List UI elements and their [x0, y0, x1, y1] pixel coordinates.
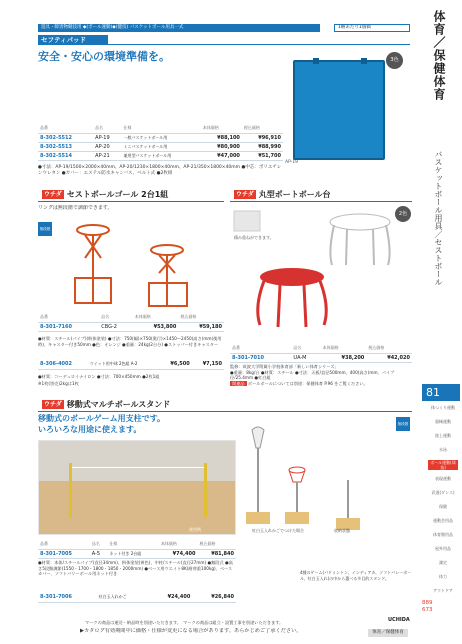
goal-option-note: ●材質：コーデュロイナイロン ●寸法：700×450mm ●2枚1組 — [38, 374, 160, 379]
round-table-notes — [230, 364, 412, 386]
sidebar-item[interactable]: アウトドア — [433, 588, 453, 593]
goal-note: ●材質：スチール(パイプ)(粉体塗装) ●寸法：750(幅)×750(奥行)×1450～2450(高さ)mm(使用時)、キャスター付き50mm ●色：オレンジ ●重量：24kg(2台分) ●ストッパー付きキャスター — [38, 336, 222, 347]
header-code: 品番 — [38, 124, 93, 133]
sidebar-item[interactable]: 保健 — [439, 504, 447, 509]
stepless-mark-icon: 無段階 — [396, 417, 410, 431]
round-table-note3-text: ボールボールについては別途：保健体育 P.96 をご覧ください。 — [247, 380, 368, 386]
header-tax: 税込価格 — [366, 344, 412, 353]
safety-pad-note: ●寸法：AP-19/1500×2000×40mm、AP-20/1230×1800×40mm、AP-21/350×1800×40mm ●中芯：ポリエチレンウレタン ●カバー：エステル防水キャンバス、ベルト式 ●2枚組 — [38, 165, 282, 176]
header-code: 品番 — [230, 344, 291, 353]
sidebar-item[interactable]: 武道(ダンス) — [431, 490, 455, 495]
header-tax: 税込価格 — [242, 124, 283, 133]
goal-table — [38, 313, 224, 332]
table-row — [230, 353, 412, 362]
sidebar-item[interactable]: 水泳 — [439, 447, 447, 452]
page-refs — [422, 600, 460, 614]
goal-desc: リングは無段階で調節できます。 — [38, 205, 113, 211]
breadcrumb-bar — [38, 24, 410, 33]
stand-option-table — [38, 593, 236, 603]
safety-pad-table — [38, 124, 283, 161]
table-row — [38, 549, 236, 558]
stand-desc — [38, 413, 165, 435]
cell-price: ¥24,400 — [149, 593, 193, 602]
header-price: 本体価格 — [201, 124, 242, 133]
image-caption: AP-19 — [285, 160, 299, 165]
goal-image — [55, 208, 220, 313]
table-row — [38, 360, 224, 369]
cell-name: A-5 — [90, 549, 108, 558]
stand-side-note: 4種のゲーム(バドミントン、インディアカ、ソフトバレーボール、紅白玉入れ)の中から選べる多目的スタンド。 — [300, 570, 412, 581]
round-table-note3 — [230, 381, 412, 387]
sidebar-item[interactable]: 器械運動 — [435, 419, 451, 424]
cell-name: UA-M — [291, 353, 320, 362]
table-row — [38, 593, 236, 602]
header-price: 本体価格 — [321, 344, 367, 353]
breadcrumb: 遊具・障害物競技用 ◆(ボール運動)◆(健技) パスケットボール用具一式 — [38, 24, 320, 32]
cell-price: ¥6,500 — [159, 360, 191, 369]
brand-logo-icon: ウチダ — [44, 401, 62, 408]
footer-line2: ▶カタログ有効期間中に価格・仕様が変更になる場合があります。あらかじめご了承ください。 — [80, 628, 302, 634]
uchida-logo: UCHIDA — [388, 617, 410, 623]
cell-name: ウイット用中球 2色組 A-2 — [88, 360, 159, 369]
round-table-title: 丸型ポートボール台 — [258, 190, 331, 199]
cell-tax: ¥59,180 — [178, 322, 224, 331]
header-price: 本体価格 — [133, 313, 179, 322]
pad-illustration — [293, 60, 385, 160]
cell-code: 8-301-7005 — [38, 549, 90, 558]
section-title: セフティパッド — [38, 35, 108, 45]
sidebar-item[interactable]: 表現運動 — [435, 476, 451, 481]
photo-caption: 使用例 — [189, 527, 201, 532]
header-spec: 仕様 — [107, 540, 159, 549]
page-ref-1: 889 — [422, 600, 433, 606]
cell-tax: ¥81,840 — [197, 549, 236, 558]
sidebar-item[interactable]: 測定 — [439, 560, 447, 565]
page-number: 81 — [422, 384, 460, 401]
stand-caption-stored: 収納状態 — [334, 528, 350, 533]
goal-option-table — [38, 360, 224, 370]
stand-note: ●材質：本体/スチールパイプ(直径34mm)、粉体塗装(黄色)、中柱/スチール(直径27mm) ●無段式 ●高さ5段階調節(1550・1700・1800・1850・2000mm) ●ベース用ウエイト8K(耐荷重100kg)、ベースカバー、ソフトバリーボール用ネット付き — [38, 560, 233, 576]
brand-logo-icon: ウチダ — [236, 191, 254, 198]
cell-tax: ¥42,020 — [366, 353, 412, 362]
headline: 安全・安心の環境準備を。 — [38, 50, 170, 63]
cell-name: AP-21 — [93, 151, 121, 160]
cell-tax: ¥26,840 — [192, 593, 236, 602]
round-table-illustration — [232, 207, 410, 337]
cell-tax: ¥51,700 — [242, 151, 283, 160]
cell-spec: ネット付き 2台組 — [107, 549, 159, 558]
cell-spec: 兼用型バスケットボール用 — [122, 151, 201, 160]
round-table-caption: 積み重ねができます。 — [234, 235, 274, 240]
header-price: 本体価格 — [159, 540, 198, 549]
footer-category: 体育／保健体育 — [368, 629, 408, 637]
cell-code: 8-301-7010 — [230, 353, 291, 362]
round-table-note1: 監修：筑波大学附属小学校体育部「新しい体育シリーズ」 — [230, 364, 339, 369]
table-header-bar — [230, 188, 412, 202]
cell-name: 紅白玉入れかご — [97, 593, 149, 602]
sidebar-item[interactable]: 運動会用品 — [433, 518, 453, 523]
header-name: 品名 — [90, 540, 108, 549]
goal-option-note2: ※1枚(別売)2kgは1枚 — [38, 381, 79, 386]
cell-code: 8-302-5513 — [38, 142, 93, 151]
sidebar-item[interactable]: 体つくり運動 — [431, 405, 455, 410]
stepless-mark-icon: 無段階 — [38, 222, 52, 236]
cell-code: 8-302-5512 — [38, 133, 93, 142]
header-tax: 税込価格 — [197, 540, 236, 549]
footer-line1: マークの商品は運送・納品時を別途いただきます。 マークの商品は組立・設置工事を別途いただきます。 — [85, 620, 284, 625]
related-tag: 関連品 — [232, 380, 245, 386]
gym-photo — [38, 440, 236, 535]
table-header — [38, 313, 224, 322]
page-ref-2: 673 — [422, 607, 433, 613]
stand-image — [242, 420, 412, 615]
goal-title: セストボールゴール 2台1組 — [66, 190, 169, 199]
cell-tax: ¥88,990 — [242, 142, 283, 151]
stand-illustration — [242, 420, 412, 535]
header-tax: 税込価格 — [178, 313, 224, 322]
cell-name: CBG-2 — [99, 322, 133, 331]
cell-tax: ¥7,150 — [192, 360, 224, 369]
round-table-table — [230, 344, 412, 363]
cell-price: ¥80,900 — [201, 142, 242, 151]
sidebar-item-active[interactable]: ボール運動(球技) — [428, 460, 458, 470]
table-header — [38, 124, 283, 133]
goal-header — [38, 188, 224, 202]
cell-code: 8-306-4002 — [38, 360, 88, 369]
header-code: 品番 — [38, 313, 99, 322]
cell-code: 8-301-7006 — [38, 593, 97, 602]
stand-header — [38, 398, 412, 412]
brand-logo-icon: ウチダ — [44, 191, 62, 198]
cell-spec: 一般バスケットボール用 — [122, 133, 201, 142]
color-badge: 2色 — [395, 206, 411, 222]
color-badge: 3色 — [386, 52, 403, 69]
header-code: 品番 — [38, 540, 90, 549]
table-header — [38, 540, 236, 549]
cell-code: 8-301-7160 — [38, 322, 99, 331]
stand-desc-2: いろいろな用途に使えます。 — [38, 425, 142, 434]
stand-desc-1: 移動式のボールゲーム用支柱です。 — [38, 414, 166, 423]
header-spec: 仕様 — [122, 124, 201, 133]
sidebar-item[interactable]: 体力 — [439, 574, 447, 579]
sidebar-subtitle: バスケットボール用具／セストボール — [434, 150, 443, 286]
table-row — [38, 142, 283, 151]
round-table-image — [232, 207, 410, 337]
cell-tax: ¥96,910 — [242, 133, 283, 142]
table-header — [230, 344, 412, 353]
sidebar-item[interactable]: 陸上運動 — [435, 433, 451, 438]
cell-price: ¥74,400 — [159, 549, 198, 558]
stand-title: 移動式マルチボールスタンド — [66, 400, 171, 409]
table-row — [38, 322, 224, 331]
stand-caption-small: 紅白玉入れかごでつけた場合 — [252, 528, 304, 533]
sidebar-item[interactable]: 体育館用品 — [433, 532, 453, 537]
cell-price: ¥47,000 — [201, 151, 242, 160]
cell-price: ¥88,100 — [201, 133, 242, 142]
safety-pad-image — [285, 50, 407, 165]
sidebar-item[interactable]: 屋外用品 — [435, 546, 451, 551]
cell-spec: ミニバスケットボール用 — [122, 142, 201, 151]
header-name: 品名 — [291, 344, 320, 353]
table-row — [38, 151, 283, 160]
table-row — [38, 133, 283, 142]
cell-name: AP-20 — [93, 142, 121, 151]
goal-illustration — [55, 208, 220, 313]
sidebar-title: 体育／保健体育 — [432, 10, 446, 101]
header-name: 品名 — [99, 313, 133, 322]
cell-code: 8-302-5514 — [38, 151, 93, 160]
cell-price: ¥38,200 — [321, 353, 367, 362]
safety-pad-header — [38, 35, 410, 45]
cell-name: AP-19 — [93, 133, 121, 142]
stand-table — [38, 540, 236, 559]
round-table-note2: ●重量：8kg/台 ●材質：スチール ●寸法：天板/直径500mm、400(高さ)mm、パイプ径/25.4mm ●紅白組 — [230, 369, 395, 380]
unit-badge: 1梱あたり1個価 — [334, 24, 410, 32]
header-name: 品名 — [93, 124, 121, 133]
cell-price: ¥53,800 — [133, 322, 179, 331]
